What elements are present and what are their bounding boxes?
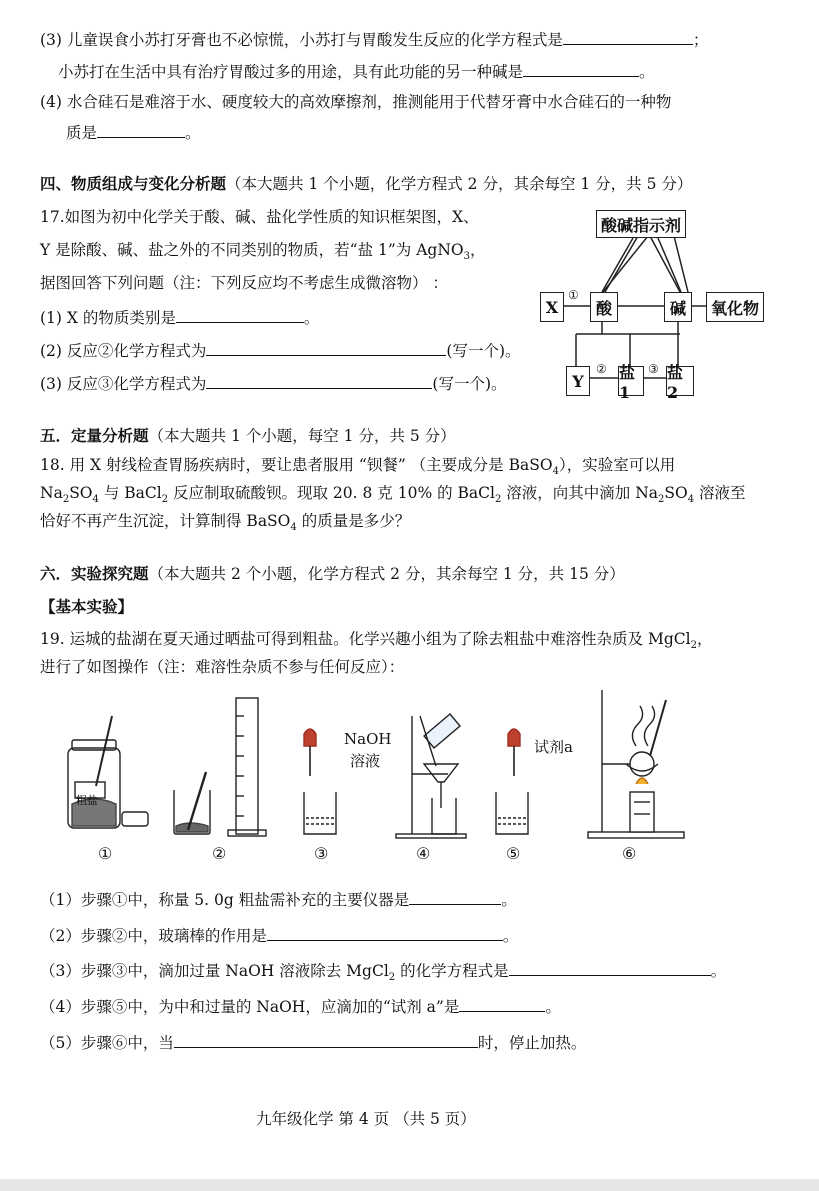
q17-text: 据图回答下列问题（注：下列反应均不考虑生成微溶物） ： <box>40 274 448 292</box>
section-4-heading <box>40 173 692 195</box>
experiment-apparatus-figure <box>40 686 740 866</box>
q18-line-3 <box>40 510 410 539</box>
jar-label: 粗盐 <box>76 794 98 807</box>
q16-line-3b <box>58 60 655 83</box>
q19-text: 进行了如图操作（注：难溶性杂质不参与任何反应）： <box>40 658 405 676</box>
q16-line-4b <box>66 121 201 144</box>
q17-sub-1 <box>40 306 319 329</box>
q17-sub-text: (1) X 的物质类别是 <box>40 309 176 327</box>
q18-text: Na <box>40 484 63 502</box>
answer-blank[interactable] <box>174 1031 478 1048</box>
punct: 。 <box>545 998 561 1016</box>
q19-sub-3 <box>40 959 726 989</box>
subscript: 4 <box>687 494 695 506</box>
q16-item4-text-b: 质是 <box>66 124 98 142</box>
reaction-2-label: ② <box>596 362 607 376</box>
answer-blank[interactable] <box>563 28 693 45</box>
q17-sub-text: (2) 反应②化学方程式为 <box>40 342 207 360</box>
section-title: 六．实验探究题 <box>40 565 149 583</box>
answer-blank[interactable] <box>206 339 446 356</box>
q18-text: 18. 用 X 射线检查胃肠疾病时，要让患者服用 “钡餐” （主要成分是 BaSO <box>40 456 553 474</box>
q18-text: 与 BaCl <box>98 484 162 502</box>
section-note: （本大题共 1 个小题，每空 1 分，共 5 分） <box>148 427 456 445</box>
q19-sub-text: （1）步骤①中，称量 5. 0g 粗盐需补充的主要仪器是 <box>40 891 410 909</box>
filtration-setup-icon <box>396 714 466 838</box>
subscript: 2 <box>388 972 396 984</box>
step-caption-4: ④ <box>416 844 431 863</box>
subscript: 2 <box>494 494 502 506</box>
q18-text: 溶液，向其中滴加 Na <box>501 484 659 502</box>
step-caption-2: ② <box>212 844 227 863</box>
x-box: X <box>540 292 564 322</box>
answer-blank[interactable] <box>97 121 185 138</box>
beaker-rod-icon <box>174 772 210 834</box>
punct: 。 <box>502 927 519 945</box>
oxide-box: 氧化物 <box>706 292 764 322</box>
punct: 。 <box>501 891 517 909</box>
step-caption-6: ⑥ <box>622 844 637 863</box>
q17-sub-hint: (写一个)。 <box>432 375 507 393</box>
q18-line-1 <box>40 454 675 483</box>
acid-base-salt-diagram <box>538 200 788 410</box>
section-6-heading <box>40 563 625 585</box>
step-caption-3: ③ <box>314 844 329 863</box>
page-footer: 九年级化学 第 4 页 （共 5 页） <box>256 1110 476 1128</box>
punct: ， <box>697 630 713 648</box>
q19-text: 19. 运城的盐湖在夏天通过晒盐可得到粗盐。化学兴趣小组为了除去粗盐中难溶性杂质及 MgCl <box>40 630 691 648</box>
y-box: Y <box>566 366 590 396</box>
salt1-box: 盐1 <box>618 366 644 396</box>
punct: 。 <box>303 309 320 327</box>
dropper-beaker-icon <box>304 729 336 834</box>
subscript: 2 <box>690 640 697 652</box>
subscript: 4 <box>290 522 297 534</box>
q16-line-4 <box>40 91 671 113</box>
subscript: 4 <box>92 494 99 506</box>
basic-experiment-label: 【基本实验】 <box>40 598 134 616</box>
q16-base-text: 小苏打在生活中具有治疗胃酸过多的用途，具有此功能的另一种碱是 <box>58 63 524 81</box>
q19-sub-text: 的化学方程式是 <box>395 962 509 980</box>
punct: ， <box>470 241 486 259</box>
answer-blank[interactable] <box>523 60 639 77</box>
q17-sub-3 <box>40 372 507 395</box>
q17-sub-text: (3) 反应③化学方程式为 <box>40 375 207 393</box>
q19-line-1 <box>40 628 713 657</box>
salt2-box: 盐2 <box>666 366 694 396</box>
q17-line-2 <box>40 239 486 268</box>
q17-line-3 <box>40 272 448 294</box>
subscript: 2 <box>62 494 70 506</box>
punct: 。 <box>185 124 201 142</box>
q18-text: 反应制取硫酸钡。现取 20. 8 克 10% 的 BaCl <box>168 484 495 502</box>
q18-line-2 <box>40 482 746 511</box>
salt-jar-icon <box>68 716 148 828</box>
subscript: 4 <box>552 466 559 478</box>
q19-sub-text: （4）步骤⑤中，为中和过量的 NaOH，应滴加的“试剂 a”是 <box>40 998 460 1016</box>
naoh-solution-label: 溶液 <box>350 752 381 770</box>
q19-line-2 <box>40 656 404 678</box>
punct: 。 <box>710 962 727 980</box>
q19-sub-text: （5）步骤⑥中，当 <box>40 1034 174 1052</box>
q18-text: ），实验室可以用 <box>558 456 676 474</box>
section-5-heading <box>40 425 456 447</box>
q17-sub-2 <box>40 339 521 362</box>
q19-sub-4 <box>40 995 561 1018</box>
q19-sub-text: （2）步骤②中，玻璃棒的作用是 <box>40 927 267 945</box>
subscript: 2 <box>161 494 169 506</box>
reagent-a-label: 试剂a <box>534 738 573 756</box>
q18-text: 的质量是多少？ <box>296 512 411 530</box>
answer-blank[interactable] <box>267 924 503 941</box>
step-caption-5: ⑤ <box>506 844 521 863</box>
punct: ； <box>692 31 709 49</box>
answer-blank[interactable] <box>459 995 545 1012</box>
q19-sub-text: （3）步骤③中，滴加过量 NaOH 溶液除去 MgCl <box>40 962 389 980</box>
q17-line-1 <box>40 206 479 228</box>
naoh-label: NaOH <box>344 730 392 748</box>
q18-text: SO <box>664 484 688 502</box>
subscript: 3 <box>463 251 470 263</box>
q18-text: 溶液至 <box>694 484 746 502</box>
reaction-3-label: ③ <box>648 362 659 376</box>
base-box: 碱 <box>664 292 692 322</box>
q17-sub-hint: (写一个)。 <box>446 342 521 360</box>
answer-blank[interactable] <box>409 888 501 905</box>
reagent-dropper-beaker-icon <box>496 729 528 834</box>
acid-box: 酸 <box>590 292 618 322</box>
q16-item3-text: (3) 儿童误食小苏打牙膏也不必惊慌，小苏打与胃酸发生反应的化学方程式是 <box>40 31 563 49</box>
reaction-1-label: ① <box>568 288 579 302</box>
section-title: 五．定量分析题 <box>40 427 149 445</box>
q17-text: 17.如图为初中化学关于酸、碱、盐化学性质的知识框架图，X、 <box>40 208 479 226</box>
q19-sub-text: 时，停止加热。 <box>477 1034 587 1052</box>
q17-text: Y 是除酸、碱、盐之外的不同类别的物质，若“盐 1”为 AgNO <box>40 241 464 259</box>
step-caption-1: ① <box>98 844 113 863</box>
measuring-cylinder-icon <box>228 698 266 836</box>
q18-text: 恰好不再产生沉淀，计算制得 BaSO <box>40 512 291 530</box>
section-title: 四、物质组成与变化分析题 <box>40 175 227 193</box>
q19-sub-5 <box>40 1031 586 1054</box>
punct: 。 <box>639 63 655 81</box>
answer-blank[interactable] <box>176 306 304 323</box>
q16-line-3 <box>40 28 708 51</box>
section-note: （本大题共 1 个小题，化学方程式 2 分，其余每空 1 分，共 5 分） <box>226 175 693 193</box>
q18-text: SO <box>69 484 93 502</box>
answer-blank[interactable] <box>206 372 432 389</box>
subscript: 2 <box>658 494 665 506</box>
apparatus-drawing <box>40 686 740 866</box>
q19-sub-2 <box>40 924 518 947</box>
bottom-scroll-strip <box>0 1179 819 1191</box>
evaporation-setup-icon <box>588 690 684 838</box>
section-note: （本大题共 2 个小题，化学方程式 2 分，其余每空 1 分，共 15 分） <box>148 565 625 583</box>
q16-item4-text: (4) 水合硅石是难溶于水、硬度较大的高效摩擦剂，推测能用于代替牙膏中水合硅石的一种物 <box>40 93 672 111</box>
q19-sub-1 <box>40 888 517 911</box>
answer-blank[interactable] <box>509 959 711 976</box>
indicator-box: 酸碱指示剂 <box>596 210 686 238</box>
